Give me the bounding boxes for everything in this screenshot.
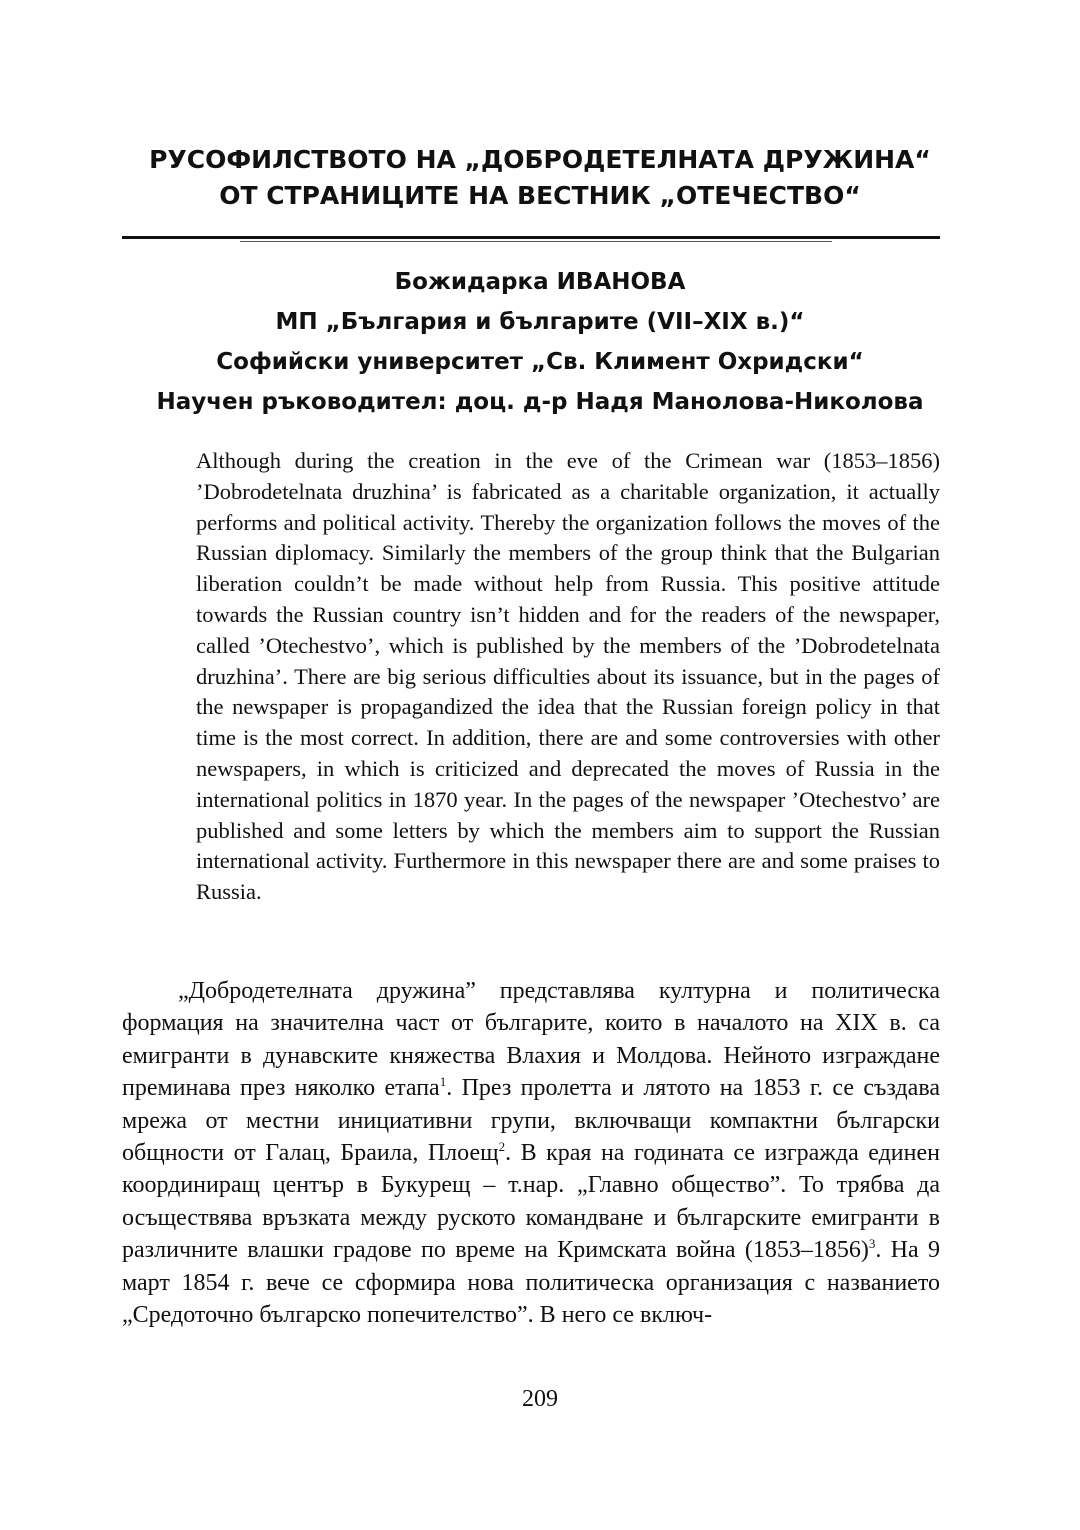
footnote-marker[interactable]: 1 (439, 1074, 447, 1090)
title-divider-thick (122, 236, 940, 239)
author-supervisor: Научен ръководител: доц. д-р Надя Манолова-Николова (156, 389, 924, 415)
abstract: Although during the creation in the eve of the Crimean war (1853–1856) ’Dobrodetelnata druzhina’ is fabricated as a charitable organization, it actually performs and political activity. Thereby the organization follows the moves of the Russian diplomacy. Similarly the members of the group think that the Bulgarian liberation couldn’t be made without help from Russia. This positive attitude towards the Russian country isn’t hidden and for the readers of the newspaper, called ’Otechestvo’, which is published by the members of the ’Dobrodetelnata druzhina’. There are big serious difficulties about its issuance, but in the pages of the newspaper is propagandized the idea that the Russian foreign policy in that time is the most correct. In addition, there are and some controversies with other newspapers, in which is criticized and deprecated the moves of Russia in the international politics in 1870 year. In the pages of the newspaper ’Otechestvo’ are published and some letters by which the members aim to support the Russian international activity. Furthermore in this newspaper there are and some praises to Russia. (196, 448, 940, 905)
body-text (122, 975, 940, 1331)
author-program: МП „България и българите (VII–XIX в.)“ (275, 309, 805, 335)
body-paragraph (122, 975, 940, 1331)
author-name: Божидарка ИВАНОВА (394, 269, 686, 295)
author-block (110, 262, 970, 422)
body-text-segment: . В края на годината се изгражда единен координиращ център в Букурещ – т.нар. „Главно общество”. То трябва да осъществява връзката между руското командване и българските емигранти в различните влашки градове по време на Кримската война (1853–1856) (122, 1140, 940, 1264)
author-university: Софийски университет „Св. Климент Охридски“ (216, 349, 864, 375)
body-text-segment: . На 9 март 1854 г. вече се сформира нова политическа организация с названието „Средоточно българско попечителство”. В него се включ- (122, 1237, 941, 1329)
page-number: 209 (522, 1386, 558, 1412)
title-line-2: ОТ СТРАНИЦИТЕ НА ВЕСТНИК „ОТЕЧЕСТВО“ (219, 181, 861, 210)
footnote-marker[interactable]: 2 (498, 1139, 506, 1155)
title-divider-thin (240, 241, 832, 242)
title-line-1: РУСОФИЛСТВОТО НА „ДОБРОДЕТЕЛНАТА ДРУЖИНА“ (149, 145, 931, 174)
body-text-segment: „Добродетелната дружина” представлява културна и политическа формация на значителна част от българите, които в началото на XIX в. са емигранти в дунавските княжества Влахия и Молдова. Нейното изграждане преминава през няколко етапа (122, 978, 940, 1102)
article-title (110, 142, 970, 214)
footnote-marker[interactable]: 3 (868, 1236, 876, 1252)
body-text-segment: . През пролетта и лятото на 1853 г. се създава мрежа от местни инициативни групи, включващи компактни български общности от Галац, Браила, Плоещ (122, 1075, 941, 1167)
